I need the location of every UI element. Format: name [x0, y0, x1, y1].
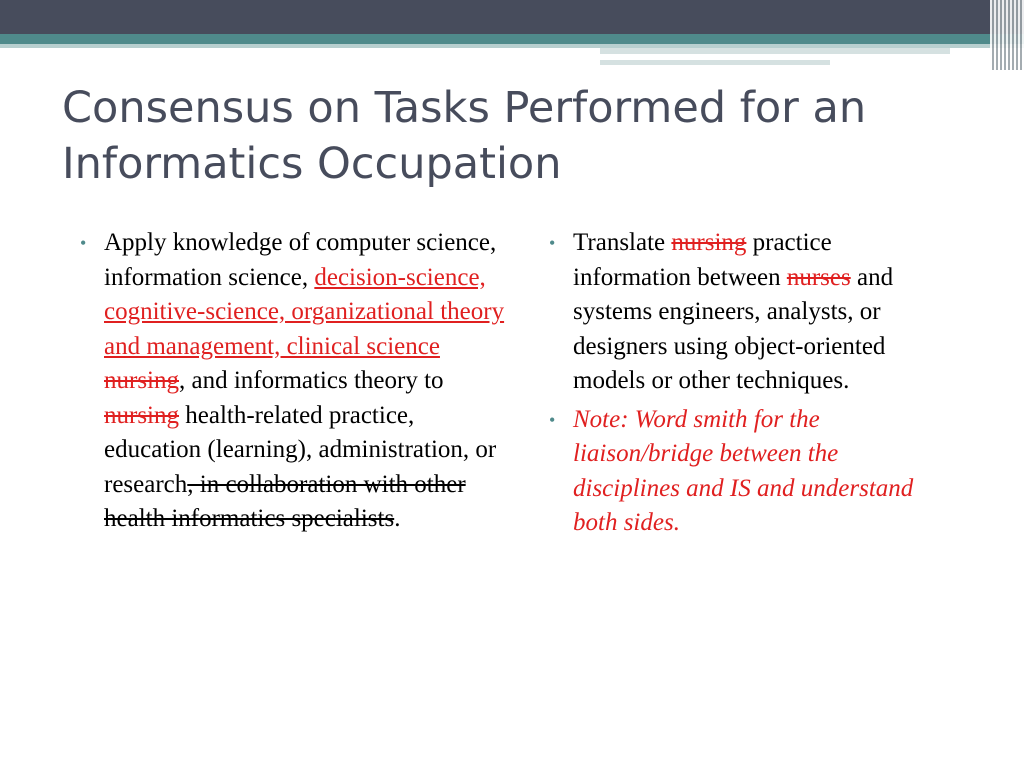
title-line-2: Informatics Occupation	[62, 139, 562, 189]
bullet-icon: •	[549, 233, 556, 253]
text-run: , and informatics theory to	[179, 367, 444, 394]
list-item	[545, 226, 945, 399]
right-column	[545, 226, 945, 545]
text-run: health-related practice, education (learning), administration, or research	[104, 401, 497, 498]
list-item	[545, 403, 945, 541]
text-run: Apply knowledge of computer science, information science,	[104, 229, 497, 291]
left-column	[76, 226, 506, 541]
decorative-stripes	[990, 0, 1024, 70]
header-accent-band	[0, 34, 1024, 44]
bullet-icon: •	[80, 233, 87, 253]
slide-title	[62, 80, 962, 192]
deleted-text: nursing	[104, 367, 179, 394]
bullet-icon: •	[549, 409, 556, 430]
deleted-text: nursing	[104, 401, 179, 429]
inserted-text: decision-science, cognitive-science, organizational theory and management, clinical science	[104, 263, 505, 360]
decorative-bar	[600, 48, 950, 54]
text-run: Translate	[573, 229, 672, 256]
text-run: practice information between	[573, 229, 832, 291]
note-text: Note: Word smith for the liaison/bridge between the disciplines and IS and understand both sides.	[573, 405, 914, 536]
deleted-text: , in collaboration with other health informatics specialists	[104, 470, 466, 532]
list-item	[76, 226, 506, 537]
header-band	[0, 0, 1024, 34]
deleted-text: nursing	[671, 229, 747, 256]
title-line-1: Consensus on Tasks Performed for an	[62, 83, 867, 133]
decorative-bar	[600, 60, 830, 65]
text-run: .	[394, 505, 401, 532]
deleted-text: nurses	[786, 263, 851, 291]
text-run: and systems engineers, analysts, or designers using object-oriented models or other techniques.	[573, 263, 894, 394]
